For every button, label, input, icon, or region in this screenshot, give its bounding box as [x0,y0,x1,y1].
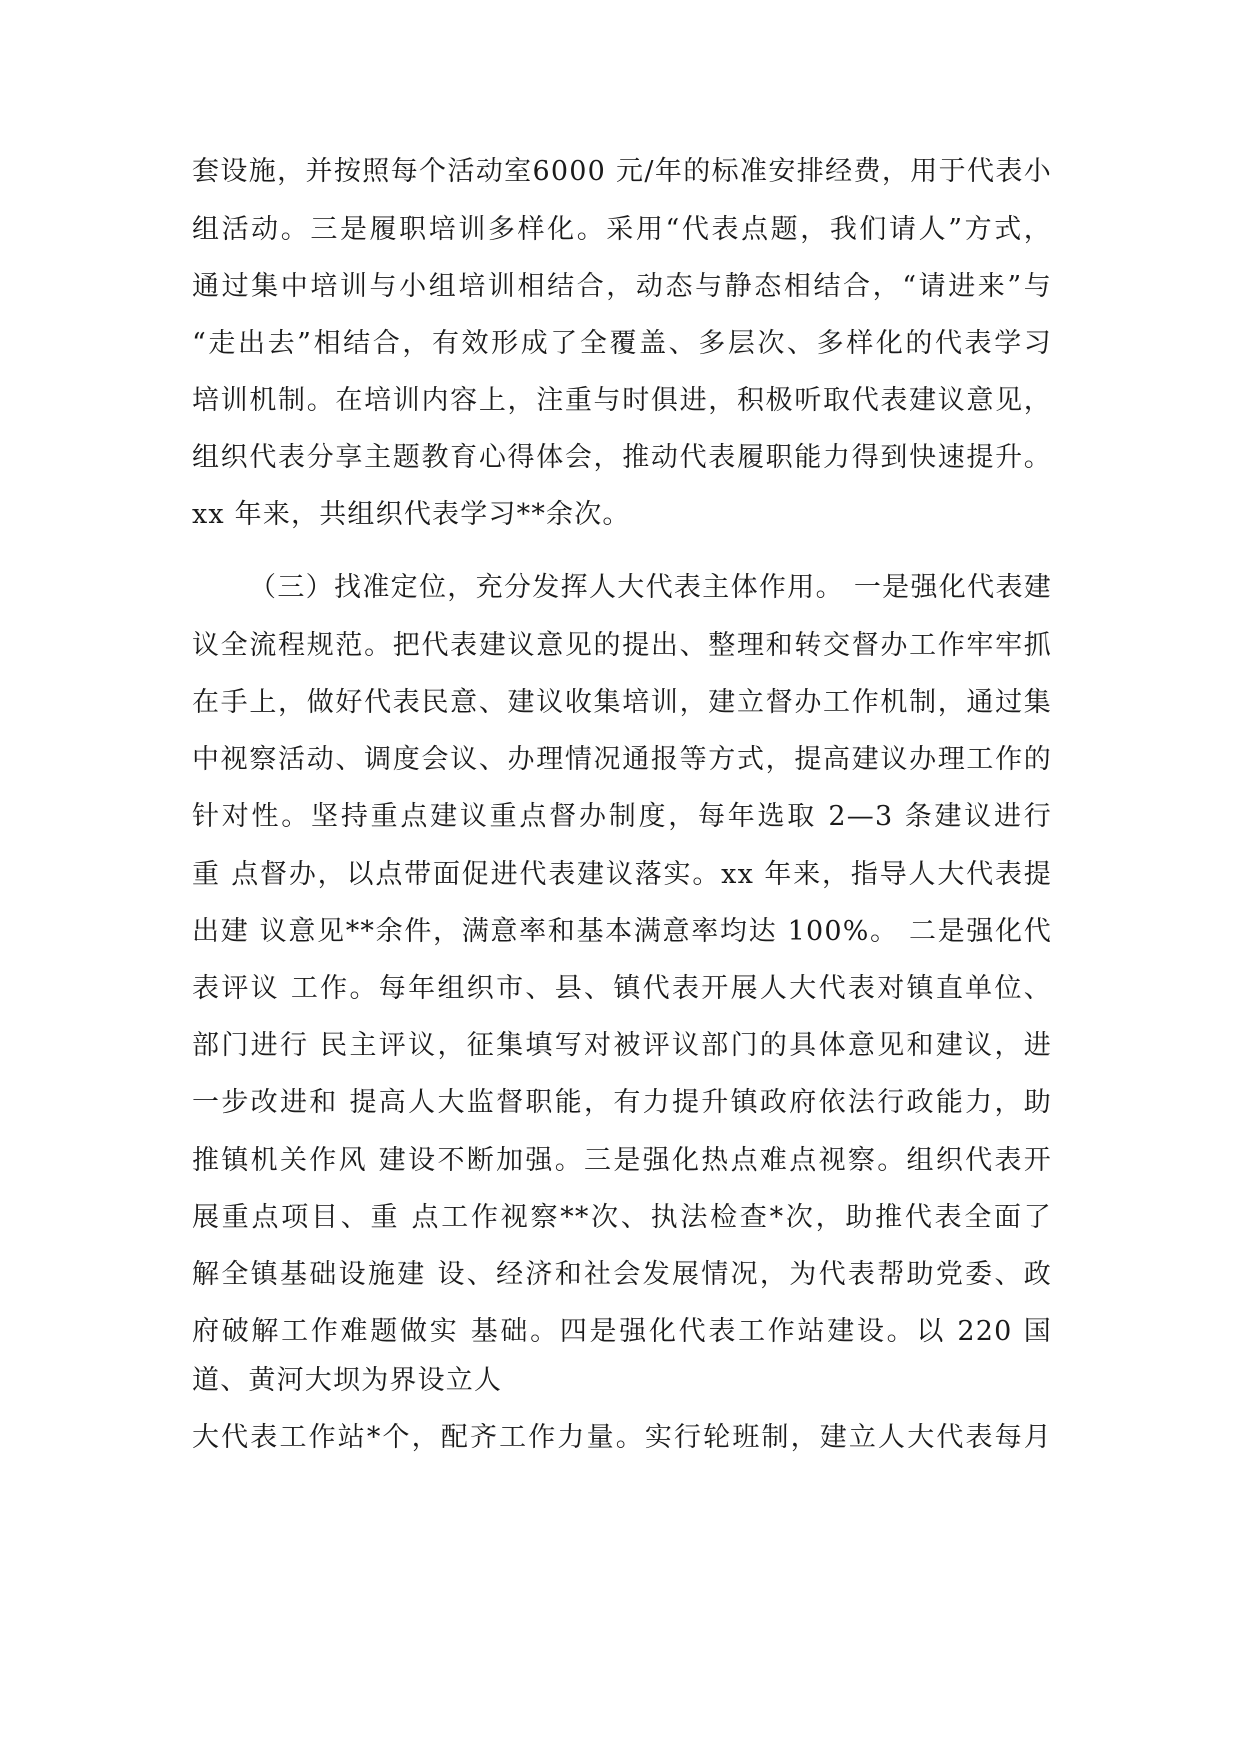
text-line: 组织代表分享主题教育心得体会，推动代表履职能力得到快速提升。 [192,442,1052,473]
text-line: xx 年来，共组织代表学习**余次。 [192,499,631,530]
text-line: 组活动。三是履职培训多样化。采用“代表点题，我们请人”方式， [192,214,1052,245]
text-line: 在手上，做好代表民意、建议收集培训，建立督办工作机制，通过集 [192,687,1052,718]
text-line: 表评议 工作。每年组织市、县、镇代表开展人大代表对镇直单位、 [192,973,1052,1004]
text-line: 培训机制。在培训内容上，注重与时俱进，积极听取代表建议意见， [192,385,1052,416]
text-line: 解全镇基础设施建 设、经济和社会发展情况，为代表帮助党委、政 [192,1259,1052,1290]
text-line: 套设施，并按照每个活动室6000 元/年的标准安排经费，用于代表小 [192,156,1052,187]
text-line: 部门进行 民主评议，征集填写对被评议部门的具体意见和建议，进 [192,1030,1052,1061]
text-line: 推镇机关作风 建设不断加强。三是强化热点难点视察。组织代表开 [192,1145,1052,1176]
text-line: 出建 议意见**余件，满意率和基本满意率均达 100%。 二是强化代 [192,916,1052,947]
text-line: 一步改进和 提高人大监督职能，有力提升镇政府依法行政能力，助 [192,1087,1052,1118]
text-line: 展重点项目、重 点工作视察**次、执法检查*次，助推代表全面了 [192,1202,1052,1233]
text-line: 道、黄河大坝为界设立人 [192,1365,503,1396]
text-line: 中视察活动、调度会议、办理情况通报等方式，提高建议办理工作的 [192,744,1052,775]
text-line: 府破解工作难题做实 基础。四是强化代表工作站建设。以 220 国 [192,1316,1052,1347]
text-line: 议全流程规范。把代表建议意见的提出、整理和转交督办工作牢牢抓 [192,630,1052,661]
text-line: 重 点督办，以点带面促进代表建议落实。xx 年来，指导人大代表提 [192,859,1052,890]
text-line: 大代表工作站*个，配齐工作力量。实行轮班制，建立人大代表每月 [192,1422,1052,1453]
section-heading-line: （三）找准定位，充分发挥人大代表主体作用。 一是强化代表建 [249,572,1052,603]
text-line: 针对性。坚持重点建议重点督办制度，每年选取 2—3 条建议进行 [192,801,1052,832]
text-line: “走出去”相结合，有效形成了全覆盖、多层次、多样化的代表学习 [192,328,1052,359]
text-line: 通过集中培训与小组培训相结合，动态与静态相结合，“请进来”与 [192,271,1052,302]
